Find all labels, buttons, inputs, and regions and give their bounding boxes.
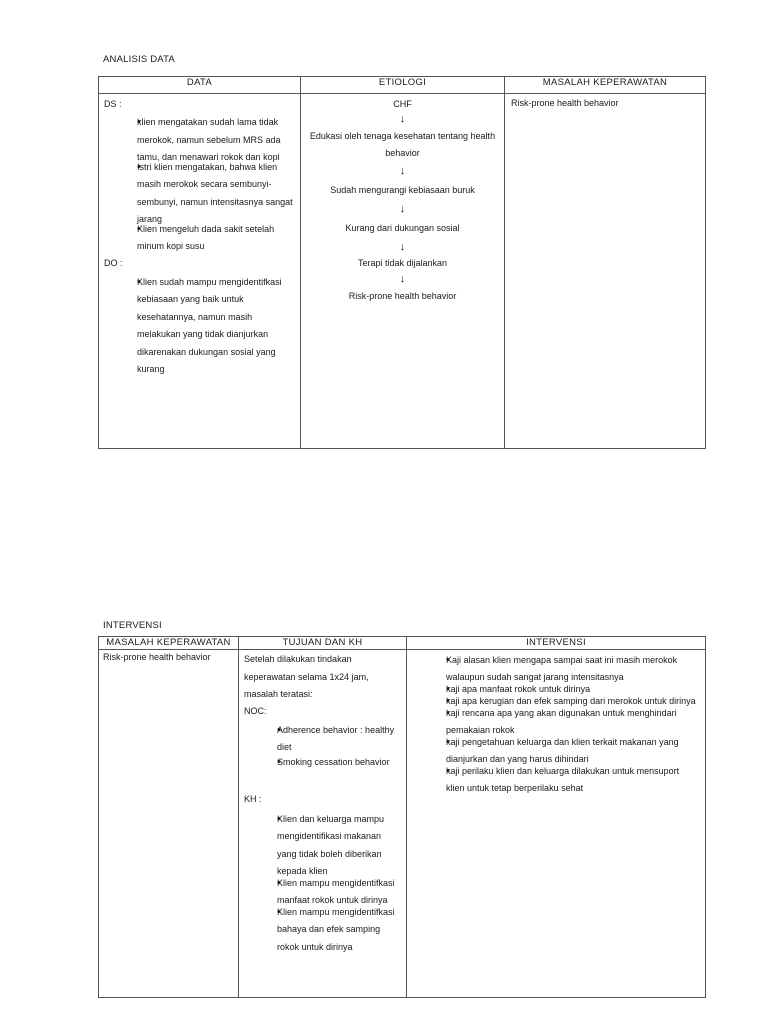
etiologi-step: Sudah mengurangi kebiasaan buruk [330,185,475,195]
header-data: DATA [99,77,301,94]
masalah-text: Risk-prone health behavior [511,98,619,108]
noc-label: NOC: [244,705,267,716]
etiologi-step: Edukasi oleh tenaga kesehatan tentang health behavior [309,131,496,158]
list-item: • kaji pengetahuan keluarga dan klien terkait makanan yang dianjurkan dan yang harus dihindari [427,734,696,768]
data-cell [99,94,301,449]
masalah-cell [505,94,706,449]
header-intervensi: INTERVENSI [407,637,706,650]
list-item: • Klien mampu mengidentifkasi manfaat rokok untuk dirinya [244,875,397,910]
list-item: • klien mengatakan sudah lama tidak merokok, namun sebelum MRS ada tamu, dan menawari rokok dan kopi [104,114,297,167]
list-item: • kaji apa kerugian dan efek samping dari merokok untuk dirinya [427,693,696,710]
list-item: • kaji perilaku klien dan keluarga dilakukan untuk mensuport klien untuk tetap berperilaku sehat [427,763,696,797]
list-item: • kaji rencana apa yang akan digunakan untuk menghindari pemakaian rokok [427,705,696,739]
down-arrow-icon: ↓ [399,241,406,253]
list-item: • Kaji alasan klien mengapa sampai saat ini masih merokok walaupun sudah sangat jarang intensitasnya [427,652,696,686]
etiologi-step: Risk-prone health behavior [348,291,457,301]
do-label: DO : [104,257,123,268]
list-item: • Adherence behavior : healthy diet [244,722,397,756]
header-masalah: MASALAH KEPERAWATAN [99,637,239,650]
kh-label: KH : [244,793,262,804]
down-arrow-icon: ↓ [399,113,406,125]
etiologi-step: Terapi tidak dijalankan [357,258,448,268]
list-item: • Klien mampu mengidentifkasi bahaya dan efek samping rokok untuk dirinya [244,904,397,957]
down-arrow-icon: ↓ [399,273,406,285]
ds-label: DS : [104,99,122,109]
down-arrow-icon: ↓ [399,203,406,215]
masalah-cell [99,650,239,998]
do-list [104,274,296,379]
intervensi-title: INTERVENSI [103,620,162,631]
list-item: • Istri klien mengatakan, bahwa klien masih merokok secara sembunyi-sembunyi, namun intensitasnya sangat jarang [104,159,297,229]
header-tujuan: TUJUAN DAN KH [239,637,407,650]
kh-list [244,811,403,957]
ds-list [104,114,296,256]
tujuan-cell [239,650,407,998]
tujuan-intro: Setelah dilakukan tindakan keperawatan selama 1x24 jam, masalah teratasi: [244,654,369,699]
intervensi-list [427,652,701,797]
analisis-table [98,76,706,449]
header-etiologi: ETIOLOGI [301,77,505,94]
etiologi-step: CHF [393,99,412,109]
list-item: • Klien mengeluh dada sakit setelah minum kopi susu [104,221,297,256]
list-item: • Klien dan keluarga mampu mengidentifikasi makanan yang tidak boleh diberikan kepada klien [244,811,397,881]
etiologi-cell [301,94,505,449]
masalah-text: Risk-prone health behavior [103,652,211,662]
list-item: • kaji apa manfaat rokok untuk dirinya [427,681,696,698]
intervensi-table [98,636,706,998]
down-arrow-icon: ↓ [399,165,406,177]
list-item: • Smoking cessation behavior [244,754,397,771]
analisis-title: ANALISIS DATA [103,54,175,65]
noc-list [244,722,403,771]
etiologi-step: Kurang dari dukungan sosial [345,223,460,233]
list-item: • Klien sudah mampu mengidentifkasi kebiasaan yang baik untuk kesehatannya, namun masih melakukan yang tidak dianjurkan dikarenakan dukungan sosial yang kurang [104,274,292,379]
header-masalah: MASALAH KEPERAWATAN [505,77,706,94]
intervensi-cell [407,650,706,998]
